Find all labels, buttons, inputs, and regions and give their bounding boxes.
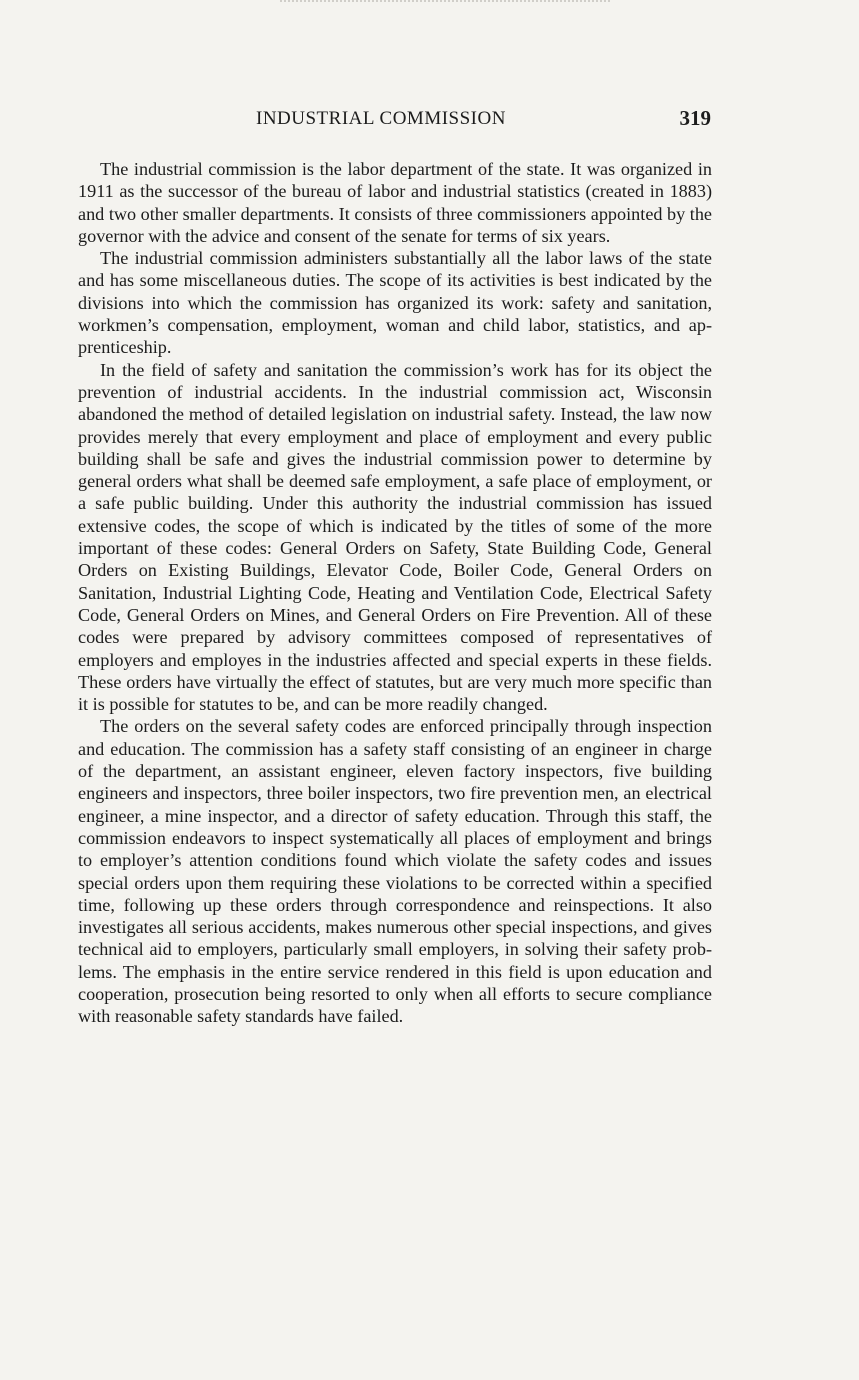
scan-artifact [280,0,610,6]
body-text [78,158,712,1028]
paragraph-4: The orders on the several safety codes are enforced principally through inspection and education. The commission has a safety staff consisting of an engineer in charge of the department, an assistant engineer, eleven factory inspectors, five building engineers and inspectors, three boiler inspectors, two fire prevention men, an electrical engineer, a mine inspector, and a director of safety education. Through this staff, the commission endeavors to inspect systematically all places of employment and brings to employer’s attention conditions found which violate the safety codes and issues special orders upon them requiring these violations to be corrected within a specified time, following up these orders through correspondence and reinspections. It also investigates all serious accidents, makes numerous other special inspections, and gives technical aid to employers, particularly small employers, in solving their safety problems. The emphasis in the entire service rendered in this field is upon education and cooperation, prosecution being resorted to only when all efforts to secure compliance with reasonable safety standards have failed. [78,716,712,1027]
page-title: INDUSTRIAL COMMISSION [256,108,506,129]
running-header [78,108,711,136]
page-number: 319 [679,106,711,130]
paragraph-1: The industrial commission is the labor department of the state. It was organized in 1911 as the successor of the bureau of labor and industrial statistics (created in 1883) and two other smaller departments. It consists of three commissioners appointed by the governor with the advice and consent of the senate for terms of six years. [78,159,712,246]
paragraph-2: The industrial commission administers substantially all the labor laws of the state and has some miscellaneous duties. The scope of its activities is best indicated by the divisions into which the commission has organized its work: safety and sanitation, workmen’s compensation, employment, woman and child labor, statistics, and apprenticeship. [78,248,712,358]
paragraph-3: In the field of safety and sanitation the commission’s work has for its object the prevention of industrial accidents. In the industrial commission act, Wisconsin abandoned the method of detailed legislation on industrial safety. Instead, the law now provides merely that every employment and place of employment and every public building shall be safe and gives the industrial commission power to determine by general orders what shall be deemed safe employment, a safe place of employment, or a safe public building. Under this authority the industrial commission has issued extensive codes, the scope of which is indicated by the titles of some of the more important of these codes: General Orders on Safety, State Building Code, General Orders on Existing Buildings, Elevator Code, Boiler Code, General Orders on Sanitation, Industrial Lighting Code, Heating and Ventilation Code, Electrical Safety Code, General Orders on Mines, and General Orders on Fire Prevention. All of these codes were prepared by advisory committees composed of representatives of employers and employes in the industries affected and special experts in these fields. These orders have virtually the effect of statutes, but are very much more specific than it is possible for statutes to be, and can be more readily changed. [78,359,712,715]
